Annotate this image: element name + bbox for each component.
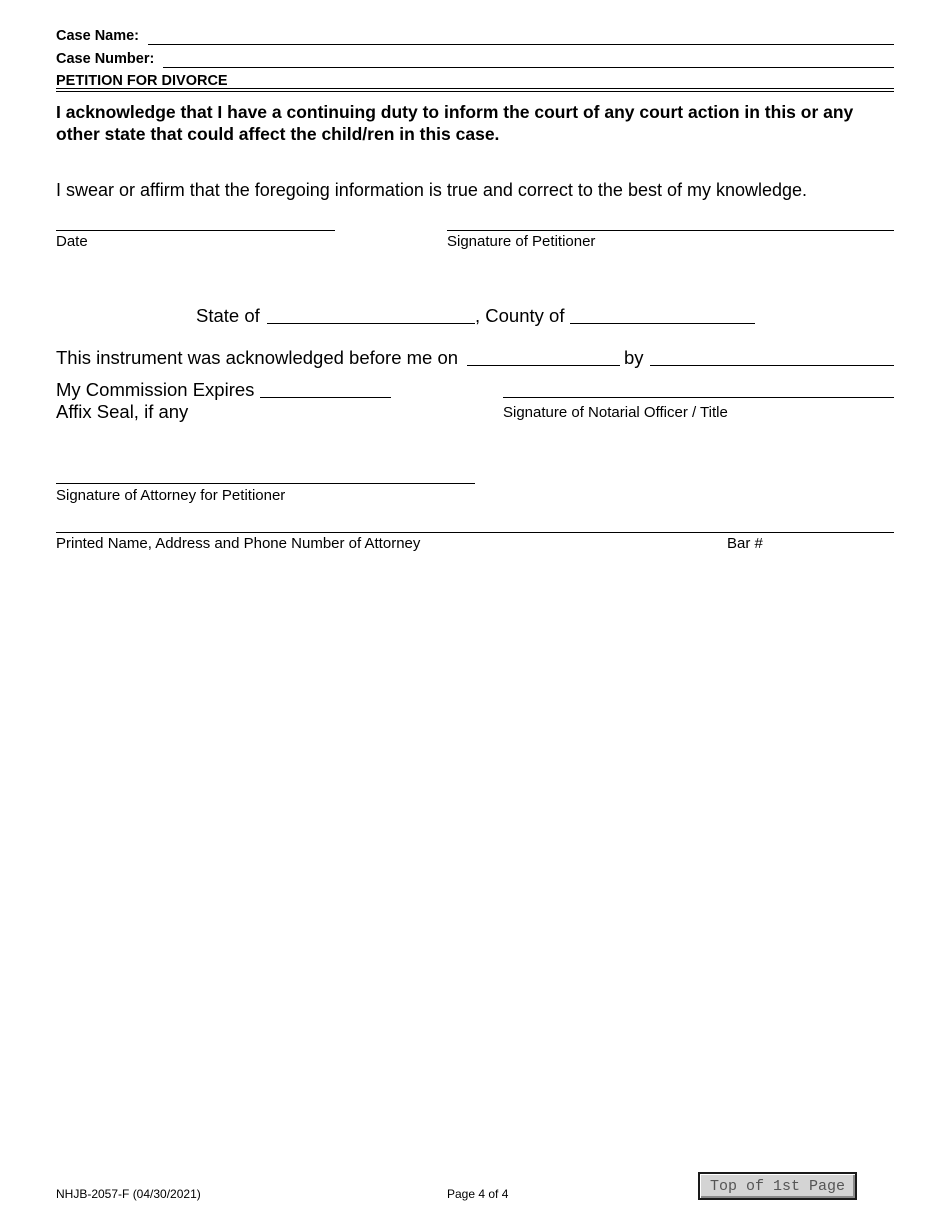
top-of-first-page-button[interactable]: Top of 1st Page [698,1172,857,1200]
case-name-label: Case Name: [56,28,140,44]
case-number-line [163,67,894,68]
commission-expires-line [260,397,391,398]
acknowledged-date-line [467,365,620,366]
seal-label: Affix Seal, if any [56,401,189,422]
page-number: Page 4 of 4 [447,1187,509,1201]
state-label: State of [196,305,260,326]
acknowledged-label: This instrument was acknowledged before me on [56,347,459,368]
petitioner-signature-field[interactable] [447,212,893,230]
by-label: by [624,347,644,368]
case-name-field[interactable] [150,27,893,45]
acknowledged-by-line [650,365,894,366]
acknowledged-by-field[interactable] [650,347,893,365]
attorney-signature-line [56,483,475,484]
attorney-signature-field[interactable] [56,465,474,483]
commission-expires-field[interactable] [260,379,390,397]
notary-signature-field[interactable] [503,379,893,397]
state-field[interactable] [267,305,474,323]
date-line [56,230,335,231]
petitioner-signature-label: Signature of Petitioner [447,233,596,250]
header-rule-1 [56,88,894,89]
case-number-field[interactable] [165,50,893,68]
notary-signature-line [503,397,894,398]
attorney-printed-name-field[interactable] [56,514,893,532]
date-label: Date [56,233,88,250]
case-number-label: Case Number: [56,51,155,67]
attorney-printed-name-label: Printed Name, Address and Phone Number of Attorney [56,535,421,552]
oath-text: I swear or affirm that the foregoing information is true and correct to the best of my knowledge. [56,180,808,200]
date-field[interactable] [56,212,334,230]
bar-number-label: Bar # [727,535,763,552]
header-rule-2 [56,91,894,92]
county-label: , County of [475,305,565,326]
form-id: NHJB-2057-F (04/30/2021) [56,1187,201,1201]
acknowledged-date-field[interactable] [467,347,619,365]
commission-label: My Commission Expires [56,379,255,400]
case-name-line [148,44,894,45]
state-line [267,323,475,324]
attorney-printed-name-line [56,532,894,533]
notary-signature-label: Signature of Notarial Officer / Title [503,404,728,421]
form-title: PETITION FOR DIVORCE [56,73,228,89]
county-field[interactable] [570,305,754,323]
acknowledgement-text: I acknowledge that I have a continuing duty to inform the court of any court action in this or any other state that could affect the child/ren in this case. [56,102,854,144]
petitioner-signature-line [447,230,894,231]
county-line [570,323,755,324]
attorney-signature-label: Signature of Attorney for Petitioner [56,487,286,504]
